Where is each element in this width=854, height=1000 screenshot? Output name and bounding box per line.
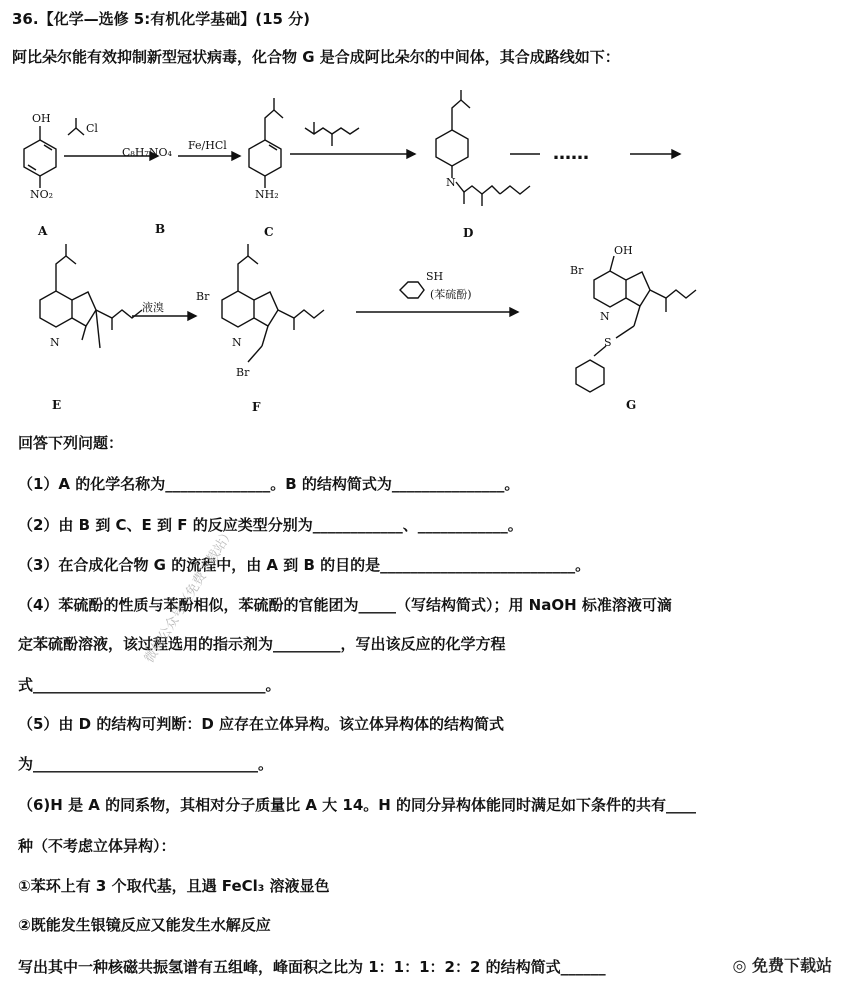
intro-text: 阿比朵尔能有效抑制新型冠状病毒，化合物 G 是合成阿比朵尔的中间体，其合成路线如下：: [12, 48, 620, 66]
dots: ……: [553, 143, 589, 164]
reagent-thiophenol: (苯硫酚): [430, 288, 472, 301]
question-title: 36.【化学—选修 5:有机化学基础】(15 分): [12, 10, 311, 28]
question-6-line1: （6)H 是 A 的同系物，其相对分子质量比 A 大 14。H 的同分异构体能同时满足如下条件的共有____: [18, 796, 697, 814]
question-5-line2: 为______________________________。: [18, 755, 274, 773]
atom-OH-A: OH: [32, 112, 51, 125]
watermark-text: 微信公众号（免费下载站）: [142, 525, 238, 666]
question-4-line1: （4）苯硫酚的性质与苯酚相似，苯硫酚的官能团为_____（写结构简式）；用 NaOH 标准溶液可滴: [18, 596, 672, 614]
atom-N-F: N: [232, 336, 242, 349]
logo-text: 免费下载站: [751, 956, 832, 975]
atom-S-G: S: [604, 336, 612, 349]
reagent-fe-hcl: Fe/HCl: [188, 139, 227, 152]
atom-Br-G: Br: [570, 264, 584, 277]
label-C: C: [264, 225, 274, 239]
structure-C: [249, 98, 283, 188]
condition-2: ②既能发生银镜反应又能发生水解反应: [18, 916, 271, 934]
question-2: （2）由 B 到 C、E 到 F 的反应类型分别为____________、____________。: [18, 516, 523, 534]
label-G: G: [626, 398, 637, 412]
question-4-line3: 式_______________________________。: [18, 676, 281, 694]
reagent-acyl-chloride: Cl: [86, 122, 98, 135]
reagent-bromine: 液溴: [142, 301, 164, 314]
label-E: E: [52, 398, 62, 412]
synthesis-scheme: [0, 0, 854, 420]
structure-G: [576, 256, 696, 392]
question-3: （3）在合成化合物 G 的流程中，由 A 到 B 的目的是__________________________。: [18, 556, 591, 574]
label-B: B: [155, 222, 166, 236]
atom-N-D: N: [446, 176, 456, 189]
atom-Br2-F: Br: [236, 366, 250, 379]
label-F: F: [252, 400, 261, 414]
question-1: （1）A 的化学名称为______________。B 的结构简式为_______________。: [18, 475, 520, 493]
atom-NO2-A: NO₂: [30, 188, 54, 201]
question-6-line2: 种（不考虑立体异构）：: [18, 837, 176, 855]
atom-NH2-C: NH₂: [255, 188, 279, 201]
wechat-icon: ◎: [732, 956, 747, 975]
atom-SH: SH: [426, 270, 444, 283]
structure-E: [40, 244, 142, 348]
question-5-line1: （5）由 D 的结构可判断：D 应存在立体异构。该立体异构体的结构简式: [18, 715, 505, 733]
atom-N-G: N: [600, 310, 610, 323]
atom-Br-F: Br: [196, 290, 210, 303]
final-prompt: 写出其中一种核磁共振氢谱有五组峰，峰面积之比为 1：1：1：2：2 的结构简式______: [18, 958, 606, 976]
question-4-line2: 定苯硫酚溶液，该过程选用的指示剂为_________，写出该反应的化学方程: [18, 635, 506, 653]
structure-A: [24, 126, 56, 188]
formula-B: C₈H₇NO₄: [122, 146, 172, 159]
site-logo: [732, 953, 832, 976]
questions-lead: 回答下列问题：: [18, 434, 124, 452]
atom-N-E: N: [50, 336, 60, 349]
label-D: D: [463, 226, 474, 240]
label-A: A: [38, 224, 48, 238]
atom-OH-G: OH: [614, 244, 633, 257]
condition-1: ①苯环上有 3 个取代基，且遇 FeCl₃ 溶液显色: [18, 877, 330, 895]
